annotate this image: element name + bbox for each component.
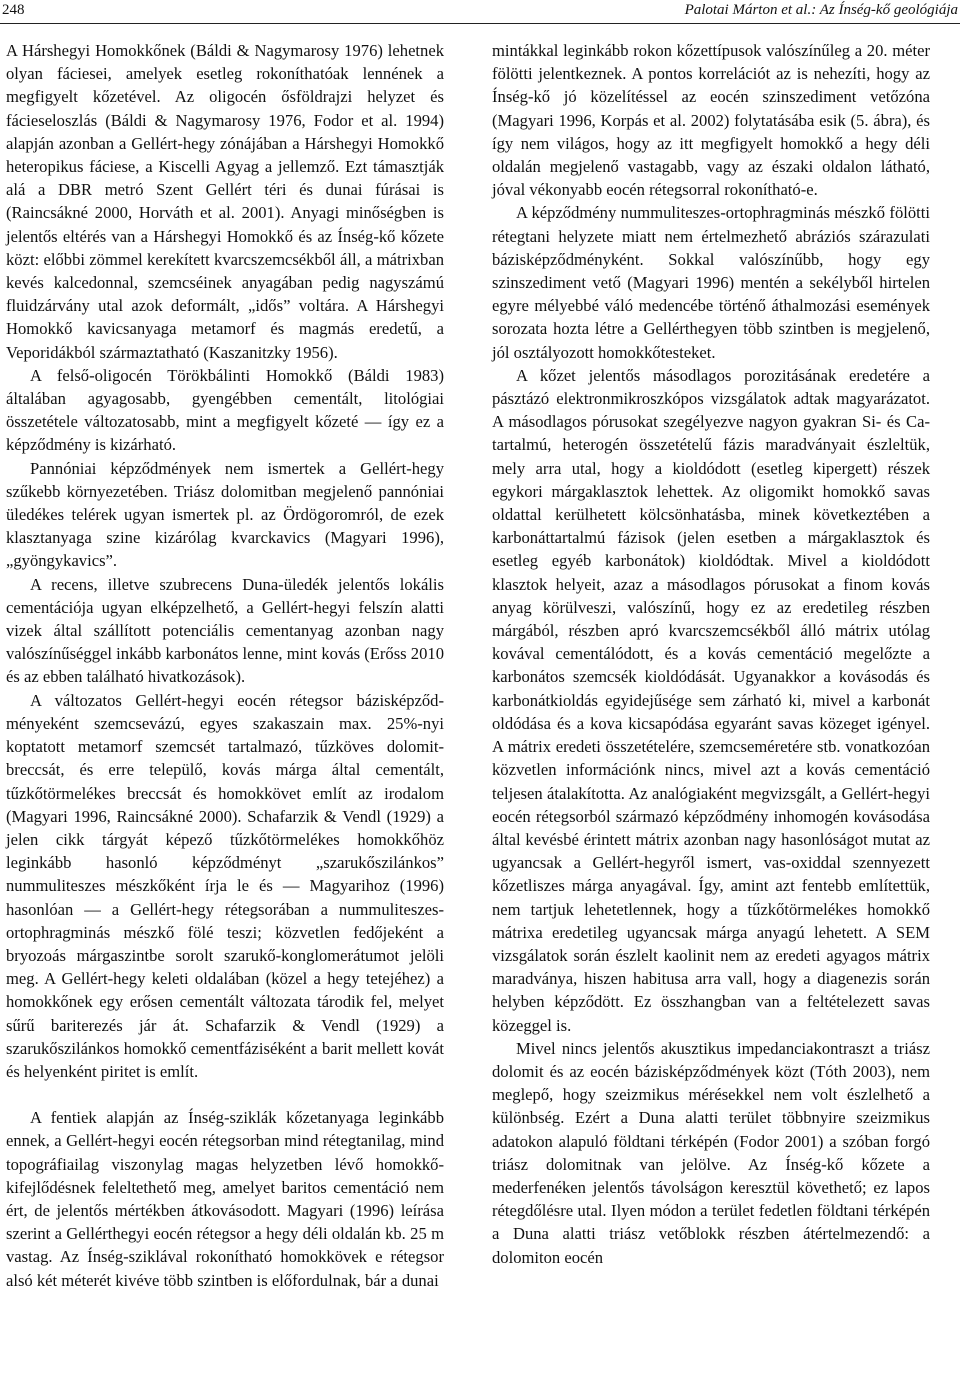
paragraph: A recens, illetve szubrecens Duna-üledék jelentős lokális cementációja ugyan elképzelhető, a Gellért-hegyi felszín alatti vizek által szállított potenciális cementanyag azonban nagy valószínűséggel inkább karbonátos lenne, mint kovás (Erőss 2010 és az ebben található hivatkozások). — [6, 574, 444, 687]
paragraph: mintákkal leginkább rokon kőzettípusok valószínűleg a 20. méter fölötti jelentkeznek. A pontos korrelációt az is nehezíti, hogy az Ínség-kő jó közelítéssel az eocén szinszediment vetőzóna (Magyari 1996, Korpás et al. 2002) folytatásába esik (5. ábra), és így nem világos, hogy az itt megfigyelt homokkő a hegy déli oldalán megjelenő vastagabb, vagy az északi oldalon látható, jóval vékonyabb eocén rétegsorral rokonítható-e. — [492, 41, 930, 200]
paragraph: Mivel nincs jelentős akusztikus impedanciakontraszt a triász dolomit és az eocén bázisképződmények közt (Tóth 2003), nem meglepő, hogy szeizmikus mérésekkel nem volt észlelhető a különbség. Ezért a Duna alatti terület többnyire szeizmikus adatokon alapuló földtani térképén (Fodor 2001) a szóban forgó triász dolomitnak van jelölve. Az Ínség-kő kőzete a mederfenéken jelentős távolságon keresztül követhető; ez lapos rétegdőlésre utal. Ilyen módon a terület fedetlen földtani térképén a Duna alatti triász vetőblokk részben átértelmezendő: a dolomiton eocén — [492, 1038, 930, 1267]
paragraph: Pannóniai képződmények nem ismertek a Gellért-hegy szűkebb környezetében. Triász dolomitban megjelenő pannóniai üledékes telérek ugyan ismertek pl. az Ördögoromról, de ezek klasztanyaga szine kizárólag kvarckavics (Magyari 1996), „gyöngykavics”. — [6, 458, 444, 571]
paragraph: A felső-oligocén Törökbálinti Homokkő (Báldi 1983) általában agyagosabb, gyengébben cementált, litológiai összetétele változatosabb, mint a megfigyelt kőzeté — így ez a képződmény is kizárható. — [6, 365, 444, 455]
left-column — [6, 39, 444, 1292]
right-column — [492, 39, 930, 1269]
running-head: Palotai Márton et al.: Az Ínség-kő geológiája — [684, 2, 958, 18]
paragraph: A változatos Gellért-hegyi eocén rétegsor bázisképződményeként szemcsevázú, egyes szakaszain max. 25%-nyi koptatott metamorf szemcsét tartalmazó, tűzköves dolomitbreccsát, és erre települő, kovás márga által cementált, tűzkőtörmelékes breccsát és homokkövet említ az irodalom (Magyari 1996, Raincsákné 2000). Schafarzik & Vendl (1929) a jelen cikk tárgyát képező tűzkőtörmelékes homokkőhöz leginkább hasonló képződményt „szarukőszilánkos” nummuliteszes mészkőként írja le és — Magyarihoz (1996) hasonlóan — a Gellért-hegy rétegsorában a nummuliteszes-ortophragminás mészkő fölé teszi; közvetlen fedőjeként a bryozoás márgaszintbe sorolt szarukő-konglomerátumot jelöli meg. A Gellért-hegy keleti oldalában (közel a hegy tetejéhez) a homokkőnek egy erősen cementált változata tárodik fel, melyet sűrű bariterezés jár át. Schafarzik & Vendl (1929) a szarukőszilánkos homokkő cementfáziséként a barit mellett kovát és helyenként piritet is említ. — [6, 690, 444, 1081]
paragraph: A Hárshegyi Homokkőnek (Báldi & Nagymarosy 1976) lehetnek olyan fáciesei, amelyek esetleg rokoníthatóak lennének a megfigyelt kőzetével. Az oligocén ősföldrajzi helyzet és fácieseloszlás (Báldi & Nagymarosy 1976, Fodor et al. 1994) alapján azonban a Gellért-hegy zónájában a Hárshegyi Homokkő heteropikus fáciese, a Kiscelli Agyag a jellemző. Ezt támasztják alá a DBR metró Szent Gellért téri és dunai fúrásai is (Raincsákné 2000, Horváth et al. 2001). Anyagi minőségben is jelentős eltérés van a Hárshegyi Homokkő és az Ínség-kő kőzete közt: előbbi zömmel kerekített kvarcszemcsékből áll, a mátrixban kevés kalcedonnal, szemcséinek anyagában pedig nagyszámú fluidzárvány utal azok deformált, „idős” voltára. A Hárshegyi Homokkő kavicsanyaga metamorf és magmás eredetű, a Veporidákból származtatható (Kaszanitzky 1956). — [6, 41, 444, 362]
page-header — [0, 0, 960, 24]
paragraph: A kőzet jelentős másodlagos porozitásának eredetére a pásztázó elektronmikroszkópos vizsgálatok adtak magyarázatot. A másodlagos pórusokat szegélyezve nagyon gyakran Si- és Ca-tartalmú, heterogén összetételű fázis maradványait észleltük, mely arra utal, hogy a kioldódott (esetleg kipergett) részek egykori márgaklasztok lehettek. Az oligomikt homokkő savas oldattal kerülhetett kölcsönhatásba, minek következtében a karbonáttartalmú fázisok (jelen esetben a márgaklasztok és esetleg egyéb karbonátok) kioldódtak. Mivel a kioldódott klasztok helyeit, azaz a másodlagos pórusokat a finom kovás anyag körülveszi, valószínű, hogy ez az eredetileg részben márgából, részben apró kvarcszemcsékből álló mátrix utólag kovával cementálódott, és a kovás cementáció megelőzte a karbonátos szemcsék kioldódását. Ugyanakkor a kovásodás és karbonátkioldás egyidejűsége sem zárható ki, mivel a karbonát oldódása és a kova kicsapódása egyaránt savas közeget igényel. A mátrix eredeti összetételére, szemcseméretére stb. vonatkozóan közvetlen információnk nincs, mivel azt a kovás cementáció teljesen átalakította. Az analógiaként megvizsgált, a Gellért-hegyi eocén rétegsorból származó képződmény inhomogén kovásodása által kevésbé érintett mátrix azonban nagy hasonlóságot mutat az ugyancsak a Gellért-hegyről ismert, vas-oxiddal szennyezett kőzetliszes márga anyagával. Így, amint azt fentebb említettük, nem tartjuk lehetetlennek, hogy a tűzkőtörmelékes homokkő mátrixa eredetileg ugyancsak márga anyagú lehetett. A SEM vizsgálatok során észlelt kaolinit nem az eredeti agyagos mátrix maradványa, hiszen habitusa arra vall, hogy a diagenezis során helyben képződött. Ez összhangban van a feltételezett savas közeggel is. — [492, 365, 930, 1035]
paragraph: A fentiek alapján az Ínség-sziklák kőzetanyaga leginkább ennek, a Gellért-hegyi eocén rétegsorban mind rétegtanilag, mind topográfiailag viszonylag magas helyzetben lévő homokkő-kifejlődésnek feleltethető meg, amelyet baritos cementáció nem ért, de jelentős mértékben átkovásodott. Magyari (1996) leírása szerint a Gellérthegyi eocén rétegsor a hegy déli oldalán kb. 25 m vastag. Az Ínség-sziklával rokonítható homokkövek e rétegsor alsó két méterét kivéve több szintben is előfordulnak, bár a dunai — [6, 1108, 444, 1290]
paragraph: A képződmény nummuliteszes-ortophragminás mészkő fölötti rétegtani helyzete miatt nem értelmezhető abráziós szárazulati bázisképződményként. Sokkal valószínűbb, hogy egy szinszediment vető (Magyari 1996) mentén a sekélyből hirtelen egyre mélyebbé váló medencébe történő áthalmozási események sorozata hozta létre a Gellérthegyen több szintben is megjelenő, jól osztályozott homokkőtesteket. — [492, 203, 930, 362]
page-number: 248 — [2, 2, 25, 18]
